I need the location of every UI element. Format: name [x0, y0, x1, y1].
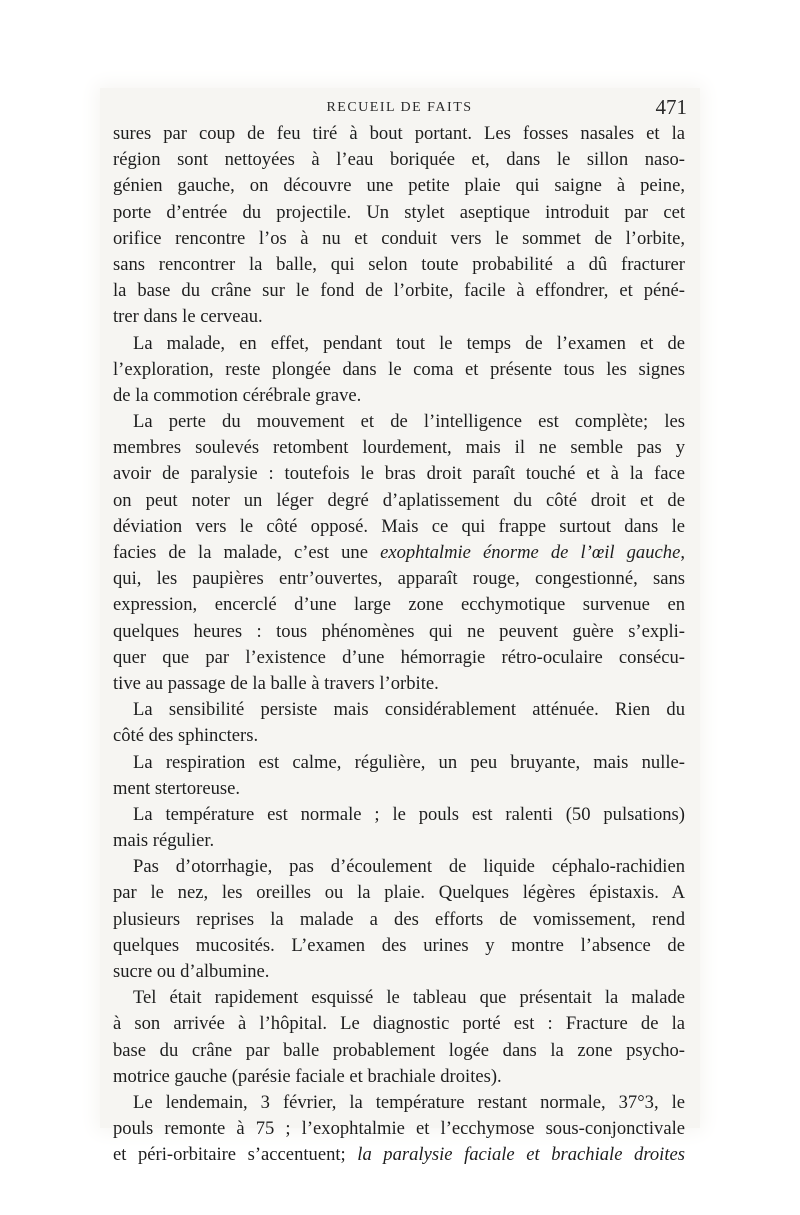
text-line: avoir de paralysie : toutefois le bras droit paraît touché et à la face: [113, 463, 685, 485]
text-line: déviation vers le côté opposé. Mais ce qui frappe surtout dans le: [113, 515, 685, 537]
text-run: et péri-orbitaire s’accentuent;: [113, 1144, 358, 1166]
text-run: facies de la malade, c’est une: [113, 542, 381, 563]
italic-text: exophtalmie énorme de l’œil gauche: [380, 542, 681, 563]
text-line: trer dans le cerveau.: [113, 306, 263, 328]
text-line: La perte du mouvement et de l’intelligence est complète; les: [133, 411, 685, 433]
text-line: à son arrivée à l’hôpital. Le diagnostic porté est : Fracture de la: [113, 1013, 685, 1035]
italic-text: la paralysie faciale et brachiale droites: [357, 1144, 685, 1166]
text-line: de la commotion cérébrale grave.: [113, 384, 362, 406]
text-line: quelques heures : tous phénomènes qui ne peuvent guère s’expli-: [113, 620, 685, 642]
body-text: [113, 121, 685, 1169]
text-line: sures par coup de feu tiré à bout portant. Les fosses nasales et la: [113, 123, 685, 144]
text-line: orifice rencontre l’os à nu et conduit vers le sommet de l’orbite,: [113, 227, 685, 249]
text-line: La respiration est calme, régulière, un peu bruyante, mais nulle-: [133, 751, 685, 773]
text-line: tive au passage de la balle à travers l’orbite.: [113, 672, 439, 694]
text-line: Pas d’otorrhagie, pas d’écoulement de liquide céphalo-rachidien: [133, 856, 685, 878]
text-run: ,: [680, 542, 685, 563]
text-line: [113, 540, 685, 566]
text-line: [113, 1142, 685, 1168]
text-line: la base du crâne sur le fond de l’orbite, facile à effondrer, et péné-: [113, 280, 685, 302]
text-line: génien gauche, on découvre une petite plaie qui saigne à peine,: [113, 175, 685, 197]
page-number: 471: [655, 95, 687, 119]
text-line: sucre ou d’albumine.: [113, 961, 270, 982]
text-line: quelques mucosités. L’examen des urines y montre l’absence de: [113, 934, 685, 956]
text-line: plusieurs reprises la malade a des efforts de vomissement, rend: [113, 908, 685, 930]
text-line: porte d’entrée du projectile. Un stylet aseptique introduit par cet: [113, 201, 685, 223]
text-line: Le lendemain, 3 février, la température restant normale, 37°3, le: [133, 1091, 685, 1113]
text-line: mais régulier.: [113, 830, 215, 852]
text-line: membres soulevés retombent lourdement, mais il ne semble pas y: [113, 437, 685, 459]
text-line: ment stertoreuse.: [113, 777, 241, 799]
text-line: on peut noter un léger degré d’aplatissement du côté droit et de: [113, 489, 685, 511]
text-line: qui, les paupières entr’ouvertes, apparaît rouge, congestionné, sans: [113, 568, 685, 590]
text-line: La température est normale ; le pouls est ralenti (50 pulsations): [133, 803, 685, 825]
running-head: RECUEIL DE FAITS: [326, 100, 473, 115]
text-line: pouls remonte à 75 ; l’exophtalmie et l’ecchymose sous-conjonctivale: [113, 1118, 685, 1140]
page-header: [112, 95, 687, 121]
text-line: région sont nettoyées à l’eau boriquée et, dans le sillon naso-: [113, 149, 685, 171]
text-line: côté des sphincters.: [113, 725, 259, 747]
text-line: l’exploration, reste plongée dans le coma et présente tous les signes: [113, 358, 685, 380]
text-line: La malade, en effet, pendant tout le temps de l’examen et de: [133, 332, 685, 354]
text-line: La sensibilité persiste mais considérablement atténuée. Rien du: [133, 699, 685, 721]
text-line: base du crâne par balle probablement logée dans la zone psycho-: [113, 1039, 685, 1061]
text-line: par le nez, les oreilles ou la plaie. Quelques légères épistaxis. A: [113, 882, 685, 904]
text-line: motrice gauche (parésie faciale et brachiale droites).: [113, 1065, 502, 1087]
text-line: expression, encerclé d’une large zone ecchymotique survenue en: [113, 594, 685, 616]
text-line: Tel était rapidement esquissé le tableau que présentait la malade: [133, 987, 685, 1009]
text-line: sans rencontrer la balle, qui selon toute probabilité a dû fracturer: [113, 253, 685, 275]
text-line: quer que par l’existence d’une hémorragie rétro-oculaire consécu-: [113, 646, 685, 668]
